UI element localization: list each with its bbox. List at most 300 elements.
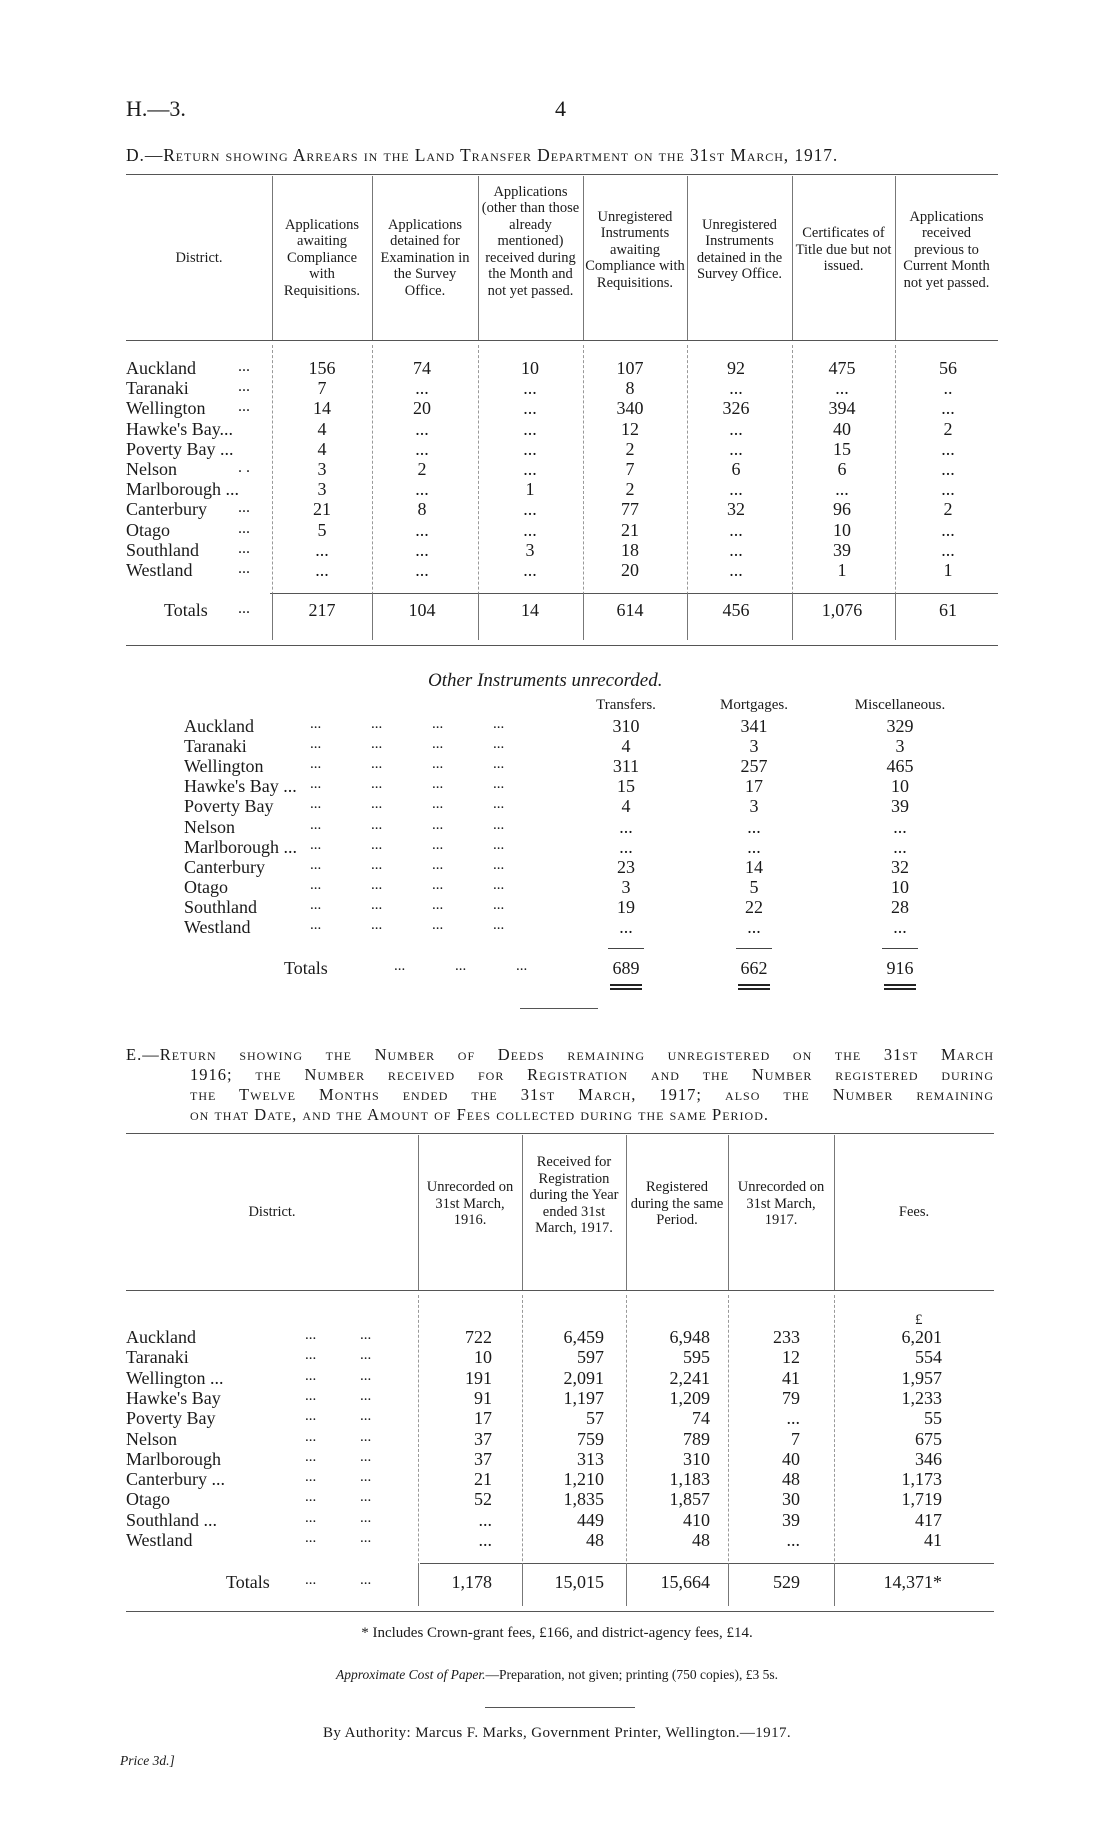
other-instruments-district: Hawke's Bay ... [184, 776, 297, 797]
other-instruments-leader: ... ... ... ... [310, 836, 505, 853]
other-instruments-sum-rule [882, 948, 918, 949]
table-d-header-text: Unregistered Instruments awaiting Compliance with Requisitions. [585, 208, 685, 291]
authority-line: By Authority: Marcus F. Marks, Government Printer, Wellington.—1917. [322, 1725, 792, 1741]
table-d-total-cell: 456 [722, 600, 750, 620]
table-e-header-text: Fees. [898, 1203, 930, 1220]
table-e-district: Auckland [126, 1327, 196, 1347]
other-instruments-leader: ... ... ... ... [310, 896, 505, 913]
table-d-cell: 21 [313, 499, 331, 520]
table-d-column-rule [272, 176, 273, 340]
table-d-header-cell [895, 209, 998, 292]
other-instruments-cell: ... [747, 816, 761, 837]
table-d-leader: ... [238, 358, 250, 375]
table-d-top-rule [126, 174, 998, 175]
other-instruments-district: Westland [184, 917, 251, 937]
table-d-header-text: District. [175, 249, 223, 266]
table-e-cell: 7 [791, 1428, 800, 1449]
other-instruments-cell: 17 [745, 776, 763, 797]
footnote: * Includes Crown-grant fees, £166, and district-agency fees, £14. [361, 1625, 753, 1641]
table-e-cell: 1,835 [563, 1489, 604, 1510]
other-instruments-double-rule [738, 984, 770, 990]
table-d-cell: 340 [616, 398, 644, 419]
other-instruments-double-rule [884, 984, 916, 990]
table-d-cell: ... [941, 438, 955, 459]
table-e-cell: 675 [915, 1428, 942, 1449]
table-e-cell: 17 [474, 1408, 492, 1429]
table-d-cell: 6 [837, 459, 847, 479]
table-d-cell: 1 [525, 479, 535, 500]
table-d-district: Poverty Bay ... [126, 438, 234, 459]
table-d-leader: ... [238, 378, 250, 396]
page-number: 4 [555, 96, 566, 121]
cost-of-paper-text: —Preparation, not given; printing (750 copies), £3 5s. [485, 1667, 778, 1682]
other-instruments-leader: ... ... ... [394, 958, 528, 974]
table-e-leader: ... ... [305, 1327, 372, 1343]
table-e-header-text: Unrecorded on 31st March, 1916. [426, 1179, 514, 1228]
table-e-district: Poverty Bay [126, 1408, 216, 1429]
table-d-cell: 8 [625, 378, 635, 399]
table-d-district: Southland [126, 539, 200, 560]
table-d-cell: ... [415, 378, 429, 399]
table-d-cell: 15 [833, 438, 851, 459]
table-d-column-rule [792, 593, 793, 640]
table-d-cell: ... [941, 519, 955, 540]
table-d-cell: 10 [521, 358, 539, 378]
table-d-header-cell [792, 225, 895, 275]
other-instruments-leader: ... ... ... ... [310, 756, 505, 773]
other-instruments-district: Nelson [184, 816, 235, 837]
table-d-cell: 156 [308, 358, 336, 378]
table-d-column-rule [895, 593, 896, 640]
table-e-cell: 2,241 [669, 1367, 710, 1388]
table-e-column-rule [834, 1295, 836, 1606]
table-d-cell: 4 [317, 418, 327, 439]
table-d-cell: ... [729, 479, 743, 500]
table-e-bottom-rule [126, 1611, 994, 1612]
table-d-cell: 7 [625, 459, 635, 479]
table-e-cell: 595 [683, 1347, 710, 1368]
table-d-header-text: Certificates of Title due but not issued. [795, 225, 892, 274]
table-e-cell: 1,719 [901, 1489, 942, 1510]
table-d-total-cell: 1,076 [821, 600, 863, 620]
other-instruments-leader: ... ... ... ... [310, 796, 505, 813]
table-e-cell: 30 [782, 1489, 800, 1510]
table-e-district: Marlborough [126, 1448, 221, 1469]
table-d-cell: 96 [833, 499, 851, 520]
table-d-leader: . . [238, 459, 250, 476]
table-e-header-rule [126, 1290, 994, 1291]
table-e-column-rule [626, 1135, 627, 1290]
table-e-leader: ... ... [305, 1489, 372, 1506]
other-instruments-cell: ... [619, 836, 633, 857]
table-d-total-cell: 61 [939, 600, 957, 620]
table-e-district: Nelson [126, 1428, 177, 1449]
table-d-cell: .. [943, 378, 953, 399]
table-e-header-cell [626, 1179, 728, 1229]
table-e-totals-rule [420, 1563, 994, 1564]
other-instruments-cell: 3 [749, 736, 759, 757]
cost-of-paper [0, 1667, 1114, 1683]
table-e-header-text: Received for Registration during the Year ended 31st March, 1917. [529, 1154, 619, 1237]
table-e-cell: 1,209 [669, 1387, 710, 1408]
table-e-totals-label: Totals [226, 1572, 270, 1592]
table-d-cell: 2 [943, 499, 953, 520]
other-instruments-leader: ... ... ... ... [310, 917, 505, 933]
table-e-cell: 6,201 [901, 1327, 942, 1347]
table-e-cell: 2,091 [563, 1367, 604, 1388]
other-instruments-leader: ... ... ... ... [310, 876, 505, 893]
table-d-cell: ... [415, 418, 429, 439]
table-e-cell: 1,233 [901, 1387, 942, 1408]
table-e-cell: 789 [683, 1428, 710, 1449]
table-e-district: Otago [126, 1489, 170, 1510]
table-e-total-cell: 14,371* [883, 1572, 942, 1592]
table-d-cell: ... [523, 418, 537, 439]
table-e-cell: ... [786, 1408, 800, 1429]
table-d-cell: ... [729, 378, 743, 399]
other-instruments-district: Wellington [184, 756, 264, 777]
table-d-cell: 14 [313, 398, 331, 419]
table-e-header-cell [728, 1179, 834, 1229]
table-d-bottom-rule [126, 645, 998, 646]
table-d-column-rule [372, 176, 373, 340]
table-d-cell: 326 [722, 398, 750, 419]
table-e-leader: ... ... [305, 1530, 372, 1546]
table-d-cell: 20 [621, 560, 639, 580]
table-e-cell: 39 [782, 1509, 800, 1530]
table-d-cell: 18 [621, 539, 639, 560]
table-d-leader: ... [238, 539, 250, 557]
table-d-column-rule [478, 593, 479, 640]
table-d-district: Westland [126, 560, 193, 580]
other-instruments-cell: 19 [617, 896, 635, 917]
table-e-cell: 41 [782, 1367, 800, 1388]
table-d-cell: ... [315, 560, 329, 580]
table-e-cell: 191 [465, 1367, 492, 1388]
table-d-totals-label: Totals [164, 600, 208, 620]
table-e-cell: 722 [465, 1327, 492, 1347]
table-e-cell: 1,957 [901, 1367, 942, 1388]
other-instruments-cell: 257 [740, 756, 768, 777]
table-e-header-cell [834, 1204, 994, 1221]
table-e-district: Hawke's Bay [126, 1387, 221, 1408]
table-e-cell: 449 [577, 1509, 604, 1530]
other-instruments-cell: 310 [612, 716, 640, 736]
other-instruments-district: Poverty Bay [184, 796, 274, 817]
other-instruments-cell: 22 [745, 896, 763, 917]
table-d-cell: 475 [828, 358, 856, 378]
table-d-header-cell [478, 184, 583, 300]
cost-of-paper-label: Approximate Cost of Paper. [336, 1667, 486, 1682]
table-e-leader: ... ... [305, 1408, 372, 1425]
table-e-cell: ... [786, 1530, 800, 1550]
table-e-cell: 48 [586, 1530, 604, 1550]
table-d-cell: ... [941, 459, 955, 479]
table-e-cell: 74 [692, 1408, 710, 1429]
other-instruments-double-rule [610, 984, 642, 990]
other-instruments-cell: 465 [886, 756, 914, 777]
other-instruments-leader: ... ... ... ... [310, 856, 505, 873]
table-e-column-rule [522, 1563, 523, 1606]
table-e-cell: 48 [692, 1530, 710, 1550]
table-e-total-cell: 15,015 [554, 1572, 604, 1592]
table-d-header-text: Applications awaiting Compliance with Requisitions. [283, 216, 361, 299]
other-instruments-cell: ... [747, 917, 761, 937]
other-instruments-cell: 311 [612, 756, 640, 777]
table-d-cell: ... [415, 539, 429, 560]
table-d-cell: 394 [828, 398, 856, 419]
table-d-district: Hawke's Bay... [126, 418, 234, 439]
table-d-column-rule [792, 176, 793, 340]
table-d-cell: ... [523, 499, 537, 520]
table-e-cell: 1,210 [563, 1469, 604, 1490]
other-instruments-district: Otago [184, 876, 228, 897]
table-d-cell: 5 [317, 519, 327, 540]
table-e-title-line: E.—Return showing the Number of Deeds remaining unregistered on the 31st March [126, 1045, 994, 1064]
table-e-cell: 41 [924, 1530, 942, 1550]
table-e-header-cell [522, 1154, 626, 1237]
table-e-cell: 1,173 [901, 1469, 942, 1490]
table-d-total-cell: 614 [616, 600, 644, 620]
table-d-column-rule [895, 176, 896, 340]
table-e-cell: ... [478, 1509, 492, 1530]
table-d-cell: 2 [625, 479, 635, 500]
other-instruments-district: Auckland [184, 716, 254, 736]
table-e-cell: 48 [782, 1469, 800, 1490]
table-e-cell: 91 [474, 1387, 492, 1408]
table-e-column-rule [418, 1135, 419, 1290]
table-d-cell: ... [315, 539, 329, 560]
table-e-leader: ... ... [305, 1469, 372, 1486]
other-instruments-cell: 4 [621, 736, 631, 757]
table-e-title-line: 1916; the Number received for Registration and the Number registered during [190, 1065, 994, 1084]
other-instruments-col-header: Transfers. [596, 697, 656, 713]
table-d-leader: ... [238, 519, 250, 537]
table-e-column-rule [728, 1563, 729, 1606]
other-instruments-district: Canterbury [184, 856, 265, 877]
page-code: H.—3. [126, 96, 186, 121]
table-e-cell: 57 [586, 1408, 604, 1429]
other-instruments-district: Southland [184, 896, 258, 917]
table-e-column-rule [522, 1135, 523, 1290]
table-e-cell: 1,857 [669, 1489, 710, 1510]
table-e-column-rule [834, 1135, 835, 1290]
other-instruments-cell: 3 [749, 796, 759, 817]
table-d-column-rule [687, 176, 688, 340]
table-d-header-rule [126, 340, 998, 341]
table-e-cell: 55 [924, 1408, 942, 1429]
table-d-cell: ... [729, 418, 743, 439]
other-instruments-totals-label: Totals [284, 958, 328, 978]
table-e-district: Taranaki [126, 1347, 189, 1368]
table-d-cell: 77 [621, 499, 639, 520]
table-e-district: Southland ... [126, 1509, 218, 1530]
table-d-district: Taranaki [126, 378, 189, 399]
table-d-total-cell: 14 [521, 600, 539, 620]
other-instruments-leader: ... ... ... ... [310, 716, 505, 732]
table-d-title: D.—Return showing Arrears in the Land Transfer Department on the 31st March, 1917. [126, 145, 839, 165]
table-e-leader: ... ... [305, 1347, 372, 1364]
other-instruments-total-cell: 689 [612, 958, 640, 978]
table-e-column-rule [418, 1563, 419, 1606]
other-instruments-cell: 14 [745, 856, 763, 877]
other-instruments-sum-rule [736, 948, 772, 949]
table-d-cell: ... [523, 459, 537, 479]
table-d-header-cell [272, 217, 372, 300]
table-e-cell: 554 [915, 1347, 942, 1368]
table-d-column-rule [372, 593, 373, 640]
table-d-cell: 107 [616, 358, 644, 378]
table-e-column-rule [728, 1135, 729, 1290]
other-instruments-cell: 4 [621, 796, 631, 817]
table-e-leader: ... ... [305, 1428, 372, 1445]
table-e-cell: ... [478, 1530, 492, 1550]
other-instruments-cell: 28 [891, 896, 909, 917]
table-e-cell: 40 [782, 1448, 800, 1469]
table-d-total-cell: 217 [308, 600, 336, 620]
table-d-cell: 12 [621, 418, 639, 439]
other-instruments-cell: ... [619, 917, 633, 937]
table-d-column-rule [583, 593, 584, 640]
table-e-cell: 79 [782, 1387, 800, 1408]
table-d-header-cell [687, 217, 792, 283]
table-e-leader: ... ... [305, 1509, 372, 1526]
table-d-cell: ... [415, 438, 429, 459]
table-e-total-cell: 1,178 [451, 1572, 492, 1592]
table-d-cell: ... [415, 519, 429, 540]
other-instruments-cell: ... [893, 836, 907, 857]
other-instruments-total-cell: 662 [740, 958, 768, 978]
table-d-cell: ... [523, 378, 537, 399]
other-instruments-cell: 10 [891, 876, 909, 897]
table-d-cell: 4 [317, 438, 327, 459]
table-d-cell: ... [729, 438, 743, 459]
table-d-column-rule [272, 593, 273, 640]
table-e-cell: 310 [683, 1448, 710, 1469]
table-d-cell: ... [523, 438, 537, 459]
table-d-cell: 1 [943, 560, 953, 580]
table-d-cell: 2 [943, 418, 953, 439]
other-instruments-title: Other Instruments unrecorded. [428, 670, 663, 691]
table-e-cell: 1,183 [669, 1469, 710, 1490]
table-e-cell: 410 [683, 1509, 710, 1530]
table-d-cell: 20 [413, 398, 431, 419]
table-e-cell: 37 [474, 1428, 492, 1449]
other-instruments-total-cell: 916 [886, 958, 914, 978]
table-e-cell: 12 [782, 1347, 800, 1368]
other-instruments-cell: ... [893, 816, 907, 837]
table-e-top-rule [126, 1133, 994, 1134]
table-e-cell: 597 [577, 1347, 604, 1368]
other-instruments-cell: 329 [886, 716, 914, 736]
table-d-cell: 2 [417, 459, 427, 479]
table-d-cell: ... [415, 560, 429, 580]
table-d-header-text: Applications (other than those already mentioned) received during the Month and not yet passed. [481, 183, 580, 299]
table-d-totals-rule [270, 593, 998, 594]
table-d-cell: 8 [417, 499, 427, 520]
other-instruments-cell: ... [619, 816, 633, 837]
table-d-district: Nelson [126, 459, 177, 479]
table-d-district: Auckland [126, 358, 196, 378]
table-e-leader: ... ... [305, 1448, 372, 1465]
table-d-cell: ... [941, 398, 955, 419]
table-d-column-rule [478, 176, 479, 340]
table-e-cell: 759 [577, 1428, 604, 1449]
table-d-cell: 74 [413, 358, 431, 378]
table-d-cell: 3 [317, 459, 327, 479]
table-e-total-cell: 15,664 [660, 1572, 710, 1592]
table-e-cell: 52 [474, 1489, 492, 1510]
table-d-header-text: Applications received previous to Current Month not yet passed. [903, 208, 990, 291]
table-e-header-cell [418, 1179, 522, 1229]
table-e-district: Wellington ... [126, 1367, 224, 1388]
table-e-header-cell [126, 1204, 418, 1221]
table-d-header-cell [372, 217, 478, 300]
table-d-header-text: Unregistered Instruments detained in the Survey Office. [696, 216, 783, 283]
table-d-district: Canterbury [126, 499, 207, 520]
table-d-cell: 10 [833, 519, 851, 540]
other-instruments-cell: ... [747, 836, 761, 857]
table-e-cell: 313 [577, 1448, 604, 1469]
table-d-cell: ... [523, 519, 537, 540]
other-instruments-cell: 32 [891, 856, 909, 877]
table-d-cell: ... [941, 479, 955, 500]
other-instruments-cell: 10 [891, 776, 909, 797]
table-d-cell: 7 [317, 378, 327, 399]
other-instruments-leader: ... ... ... ... [310, 776, 505, 793]
table-d-cell: 2 [625, 438, 635, 459]
table-e-cell: 6,948 [669, 1327, 710, 1347]
other-instruments-district: Taranaki [184, 736, 247, 757]
other-instruments-leader: ... ... ... ... [310, 736, 505, 753]
fees-currency-symbol: £ [915, 1312, 923, 1328]
other-instruments-leader: ... ... ... ... [310, 816, 505, 833]
table-e-district: Westland [126, 1530, 193, 1550]
table-d-district: Marlborough ... [126, 479, 239, 500]
table-e-cell: 1,197 [563, 1387, 604, 1408]
table-e-cell: 6,459 [563, 1327, 604, 1347]
table-d-cell: 1 [837, 560, 847, 580]
table-d-cell: ... [523, 560, 537, 580]
table-d-district: Wellington [126, 398, 206, 419]
table-d-header-cell [126, 250, 272, 267]
other-instruments-cell: 341 [740, 716, 768, 736]
table-e-header-text: Unrecorded on 31st March, 1917. [737, 1179, 825, 1228]
authority-rule [485, 1707, 635, 1708]
other-instruments-cell: 5 [749, 876, 759, 897]
table-d-cell: ... [729, 519, 743, 540]
table-d-cell: 21 [621, 519, 639, 540]
other-instruments-cell: 3 [895, 736, 905, 757]
other-instruments-col-header: Mortgages. [720, 697, 788, 713]
other-instruments-cell: 15 [617, 776, 635, 797]
table-d-cell: ... [729, 560, 743, 580]
other-instruments-district: Marlborough ... [184, 836, 297, 857]
other-instruments-cell: 23 [617, 856, 635, 877]
table-d-leader: ... [238, 600, 250, 617]
table-e-leader: ... ... [305, 1387, 372, 1404]
other-instruments-end-rule [520, 1008, 598, 1009]
other-instruments-cell: 3 [621, 876, 631, 897]
other-instruments-sum-rule [608, 948, 644, 949]
table-d-district: Otago [126, 519, 170, 540]
table-e-district: Canterbury ... [126, 1469, 225, 1490]
table-d-cell: 6 [731, 459, 741, 479]
table-e-cell: 346 [915, 1448, 942, 1469]
table-e-leader: ... ... [305, 1572, 372, 1588]
table-d-cell: 39 [833, 539, 851, 560]
table-e-cell: 233 [773, 1327, 800, 1347]
